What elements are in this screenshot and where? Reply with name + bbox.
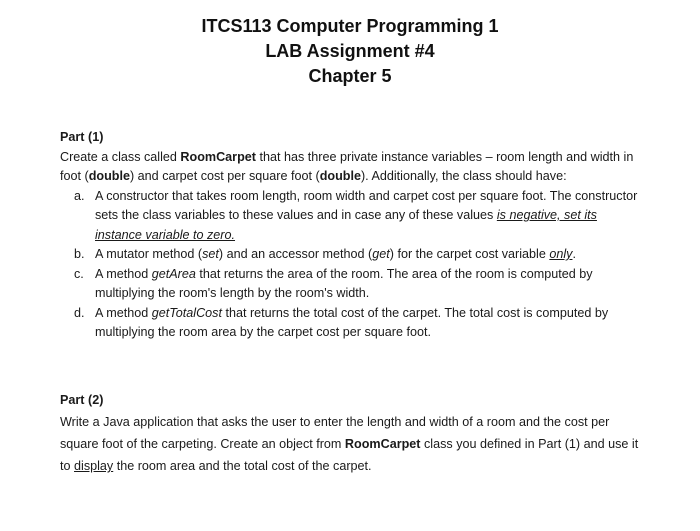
keyword-get: get — [372, 247, 390, 261]
requirements-list — [60, 187, 645, 343]
list-marker: d. — [74, 305, 85, 320]
requirement-a-text: A constructor that takes room length, room width and carpet cost per square foot. The constructor sets the class variables to these values and in case any of these values — [95, 188, 638, 222]
part-2-section — [60, 389, 645, 477]
intro-text-1: Create a class called — [60, 149, 181, 164]
requirement-b-text-1: A mutator method ( — [95, 247, 203, 261]
keyword-set: set — [202, 247, 219, 261]
part-2-text-2: class you defined in Part (1) and use it to — [60, 437, 639, 473]
requirement-c — [60, 265, 645, 304]
part-2-text-3: the room area and the total cost of the carpet. — [113, 459, 372, 473]
part-1-intro — [60, 148, 645, 187]
chapter-title: Chapter 5 — [308, 66, 392, 86]
part-2-title: Part (2) — [60, 393, 104, 407]
requirement-b-text-4: . — [572, 247, 576, 261]
part-1-title: Part (1) — [60, 130, 104, 144]
requirement-d-text-2: that returns the total cost of the carpet. The total cost is computed by multiplying the room area by the carpet cost per square foot. — [95, 305, 609, 339]
method-gettotalcost: getTotalCost — [151, 305, 222, 320]
document-header — [0, 14, 700, 89]
type-double-2: double — [319, 169, 361, 183]
requirement-b-text-2: ) and an accessor method ( — [218, 247, 373, 261]
requirement-b — [60, 245, 645, 265]
intro-text-4: ). Additionally, the class should have: — [360, 169, 567, 183]
part-1-section — [60, 128, 645, 343]
requirement-b-text-3: ) for the carpet cost variable — [389, 247, 550, 261]
intro-text-2: that has three private instance variables – room length and width in foot ( — [60, 149, 634, 183]
requirement-c-text-2: that returns the area of the room. The area of the room is computed by multiplying the room's length by the room's width. — [95, 266, 593, 300]
assignment-title: LAB Assignment #4 — [265, 41, 435, 61]
class-name-roomcarpet-2: RoomCarpet — [344, 437, 421, 451]
intro-text-3: ) and carpet cost per square foot ( — [129, 169, 320, 183]
course-title: ITCS113 Computer Programming 1 — [201, 16, 499, 36]
requirement-c-text-1: A method — [95, 266, 152, 281]
list-marker: a. — [74, 188, 85, 203]
keyword-display: display — [74, 459, 114, 473]
requirement-a — [60, 187, 645, 246]
keyword-only: only — [549, 247, 573, 261]
list-marker: b. — [74, 247, 85, 261]
type-double-1: double — [88, 169, 130, 183]
part-2-text-1: Write a Java application that asks the user to enter the length and width of a room and the cost per square foot of the carpeting. Create an object from — [60, 415, 610, 451]
part-2-body — [60, 411, 645, 477]
requirement-d — [60, 304, 645, 343]
class-name-roomcarpet: RoomCarpet — [180, 149, 256, 164]
requirement-d-text-1: A method — [95, 305, 152, 320]
requirement-a-emphasis: is negative, set its instance variable to zero. — [95, 208, 597, 242]
method-getarea: getArea — [151, 266, 196, 281]
list-marker: c. — [74, 266, 84, 281]
